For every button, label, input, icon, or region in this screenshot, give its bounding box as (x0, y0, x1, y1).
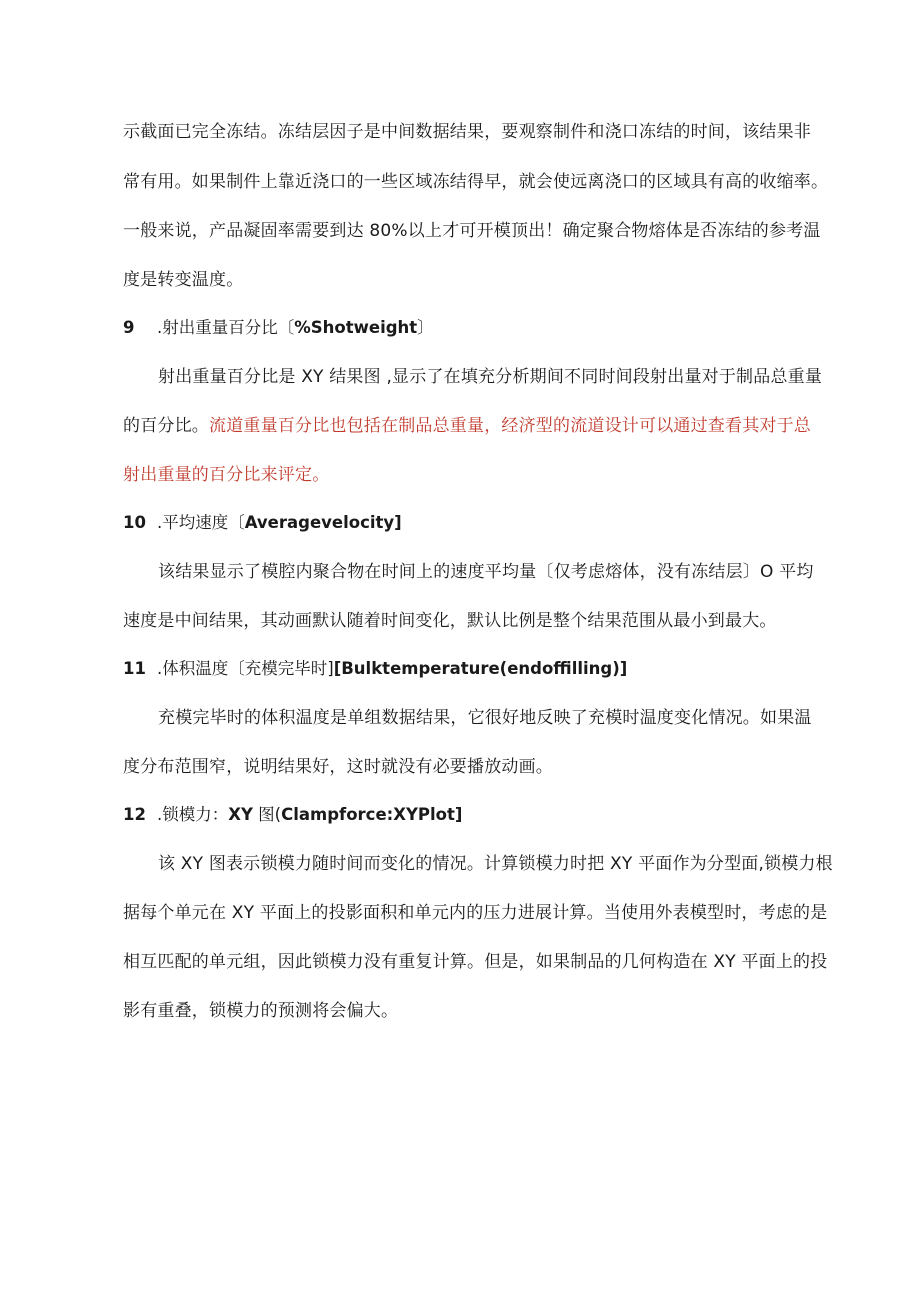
paragraph-line: 度分布范围窄，说明结果好，这时就没有必要播放动画。 (123, 757, 553, 777)
paragraph-line: 速度是中间结果，其动画默认随着时间变化，默认比例是整个结果范围从最小到最大。 (123, 611, 777, 631)
heading-close: 〕 (417, 318, 434, 337)
paragraph-line: 该结果显示了模腔内聚合物在时间上的速度平均量〔仅考虑熔体，没有冻结层〕O 平均 (158, 562, 814, 582)
paragraph-line: 度是转变温度。 (123, 270, 244, 290)
heading-number: 11 (123, 659, 146, 678)
paragraph-line: 据每个单元在 XY 平面上的投影面积和单元内的压力进展计算。当使用外表模型时，考虑的是 (123, 903, 828, 923)
section-heading-9 (123, 316, 434, 340)
section-heading-10 (123, 511, 402, 535)
paragraph-line-highlight: 射出重量的百分比来评定。 (123, 465, 330, 485)
paragraph-line: 影有重叠，锁模力的预测将会偏大。 (123, 1001, 399, 1021)
heading-en: XY (228, 805, 253, 824)
text-highlight: 流道重量百分比也包括在制品总重量，经济型的流道设计可以通过查看其对于总 (209, 416, 811, 436)
paragraph-line: 相互匹配的单元组，因此锁模力没有重复计算。但是，如果制品的几何构造在 XY 平面上的投 (123, 952, 828, 972)
heading-cn: .射出重量百分比〔 (157, 318, 295, 337)
section-heading-11 (123, 657, 627, 681)
paragraph-line: 该 XY 图表示锁模力随时间而变化的情况。计算锁模力时把 XY 平面作为分型面,锁模力根 (158, 854, 833, 874)
heading-cn: .平均速度〔 (157, 513, 245, 532)
heading-en: %Shotweight (294, 318, 418, 337)
heading-number: 10 (123, 513, 146, 532)
heading-number: 9 (123, 318, 135, 337)
paragraph-line: 一般来说，产品凝固率需要到达 80%以上才可开模顶出！确定聚合物熔体是否冻结的参考温 (123, 221, 821, 241)
paragraph-line: 充模完毕时的体积温度是单组数据结果，它很好地反映了充模时温度变化情况。如果温 (158, 708, 812, 728)
section-heading-12 (123, 803, 462, 827)
text-black: 的百分比。 (123, 416, 209, 436)
heading-number: 12 (123, 805, 146, 824)
heading-en: Averagevelocity] (244, 513, 402, 532)
heading-en-2: Clampforce:XYPlot] (281, 805, 463, 824)
paragraph-line: 射出重量百分比是 XY 结果图 ,显示了在填充分析期间不同时间段射出量对于制品总重量 (158, 367, 823, 387)
paragraph-line (123, 414, 823, 438)
paragraph-line: 示截面已完全冻结。冻结层因子是中间数据结果，要观察制件和浇口冻结的时间，该结果非 (123, 122, 811, 142)
heading-cn: .锁模力： (157, 805, 229, 824)
heading-mid: 图( (252, 805, 282, 824)
heading-en: [Bulktemperature(endoffilling)] (333, 659, 628, 678)
paragraph-line: 常有用。如果制件上靠近浇口的一些区域冻结得早，就会使远离浇口的区域具有高的收缩率。 (123, 172, 829, 192)
heading-cn: .体积温度〔充模完毕时] (157, 659, 334, 678)
